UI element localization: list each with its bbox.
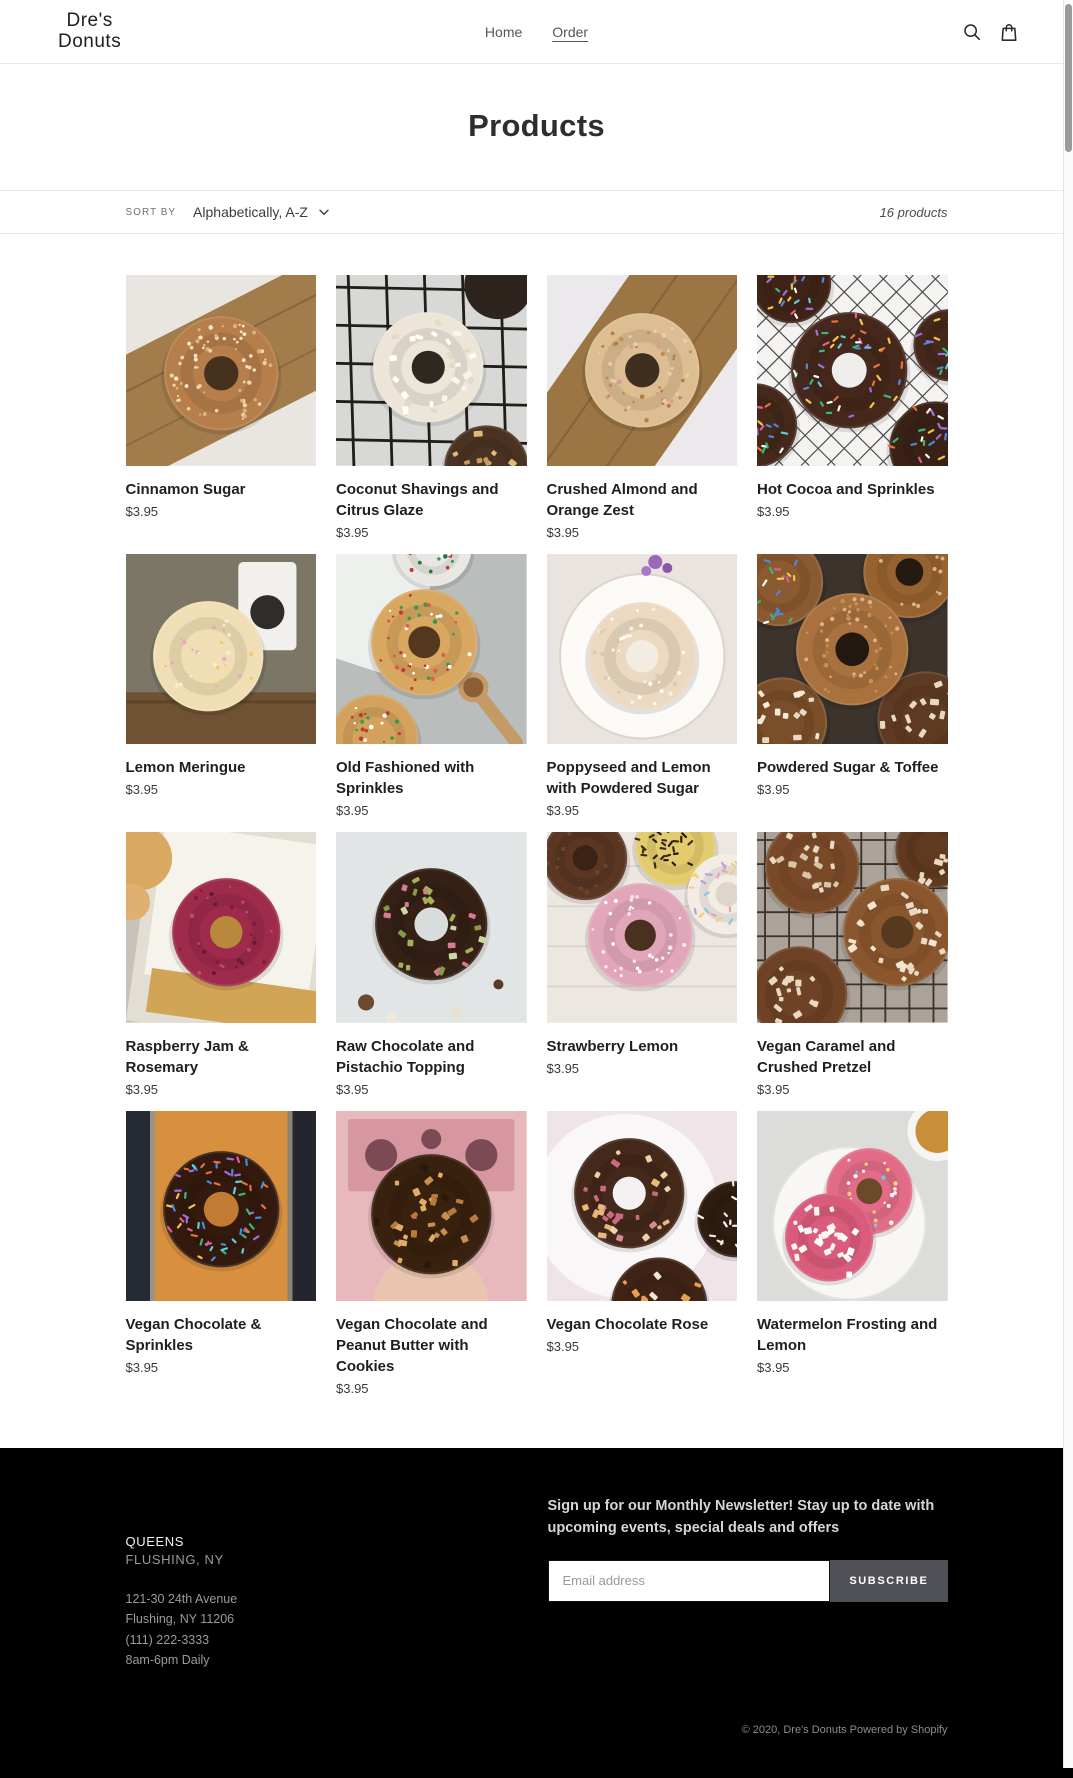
product-card[interactable] xyxy=(547,275,738,540)
sort-by-label: SORT BY xyxy=(126,207,177,218)
header-icons xyxy=(962,22,1019,42)
product-title: Coconut Shavings and Citrus Glaze xyxy=(336,479,527,521)
product-card[interactable] xyxy=(126,832,317,1097)
footer-copyright xyxy=(126,1724,948,1736)
product-image[interactable] xyxy=(126,832,317,1023)
product-title: Old Fashioned with Sprinkles xyxy=(336,757,527,799)
product-title: Vegan Chocolate & Sprinkles xyxy=(126,1314,317,1356)
product-image[interactable] xyxy=(547,1111,738,1302)
product-price: $3.95 xyxy=(336,525,527,540)
product-image[interactable] xyxy=(336,1111,527,1302)
logo-line-1: Dre's xyxy=(58,11,121,32)
product-card[interactable] xyxy=(547,554,738,819)
product-count: 16 products xyxy=(880,205,948,220)
product-title: Lemon Meringue xyxy=(126,757,317,778)
product-title: Poppyseed and Lemon with Powdered Sugar xyxy=(547,757,738,799)
product-title: Vegan Chocolate Rose xyxy=(547,1314,738,1335)
product-image[interactable] xyxy=(336,275,527,466)
product-card[interactable] xyxy=(336,275,527,540)
main-nav xyxy=(485,24,588,40)
product-price: $3.95 xyxy=(126,1360,317,1375)
sort-select[interactable] xyxy=(193,204,329,220)
location-heading: QUEENS xyxy=(126,1534,548,1549)
scrollbar-thumb[interactable] xyxy=(1065,4,1072,152)
page-title: Products xyxy=(0,108,1073,144)
product-price: $3.95 xyxy=(547,525,738,540)
footer-address xyxy=(126,1589,548,1670)
product-price: $3.95 xyxy=(126,1082,317,1097)
product-image[interactable] xyxy=(126,275,317,466)
product-card[interactable] xyxy=(757,275,948,540)
product-title: Crushed Almond and Orange Zest xyxy=(547,479,738,521)
product-price: $3.95 xyxy=(757,1360,948,1375)
product-title: Hot Cocoa and Sprinkles xyxy=(757,479,948,500)
newsletter-heading: Sign up for our Monthly Newsletter! Stay up to date with upcoming events, special deals and offers xyxy=(548,1496,948,1540)
product-title: Watermelon Frosting and Lemon xyxy=(757,1314,948,1356)
email-input[interactable] xyxy=(548,1560,831,1602)
product-card[interactable] xyxy=(547,1111,738,1397)
site-footer xyxy=(0,1448,1073,1778)
product-image[interactable] xyxy=(757,275,948,466)
product-image[interactable] xyxy=(336,554,527,745)
page-title-section xyxy=(0,64,1073,190)
newsletter-form xyxy=(548,1560,948,1602)
product-image[interactable] xyxy=(126,554,317,745)
chevron-down-icon xyxy=(319,209,329,216)
footer-newsletter xyxy=(548,1496,948,1670)
product-card[interactable] xyxy=(336,554,527,819)
powered-by-link[interactable]: Powered by Shopify xyxy=(850,1724,948,1736)
product-card[interactable] xyxy=(336,832,527,1097)
product-title: Vegan Chocolate and Peanut Butter with Cookies xyxy=(336,1314,527,1377)
address-line: 121-30 24th Avenue xyxy=(126,1589,548,1609)
product-price: $3.95 xyxy=(757,504,948,519)
product-title: Vegan Caramel and Crushed Pretzel xyxy=(757,1036,948,1078)
product-image[interactable] xyxy=(547,554,738,745)
product-title: Powdered Sugar & Toffee xyxy=(757,757,948,778)
product-image[interactable] xyxy=(757,832,948,1023)
cart-icon[interactable] xyxy=(999,22,1019,42)
logo[interactable] xyxy=(58,11,121,52)
product-price: $3.95 xyxy=(547,1339,738,1354)
product-image[interactable] xyxy=(757,554,948,745)
address-line: 8am-6pm Daily xyxy=(126,1650,548,1670)
product-title: Cinnamon Sugar xyxy=(126,479,317,500)
product-card[interactable] xyxy=(126,1111,317,1397)
product-image[interactable] xyxy=(547,275,738,466)
subscribe-button[interactable]: SUBSCRIBE xyxy=(830,1560,947,1602)
product-price: $3.95 xyxy=(757,1082,948,1097)
product-card[interactable] xyxy=(336,1111,527,1397)
product-card[interactable] xyxy=(757,832,948,1097)
collection-toolbar xyxy=(0,190,1073,234)
product-image[interactable] xyxy=(757,1111,948,1302)
footer-location xyxy=(126,1496,548,1670)
sort-select-value: Alphabetically, A-Z xyxy=(193,204,308,220)
product-title: Strawberry Lemon xyxy=(547,1036,738,1057)
product-price: $3.95 xyxy=(547,803,738,818)
product-card[interactable] xyxy=(757,554,948,819)
nav-home[interactable]: Home xyxy=(485,24,522,40)
copyright-link[interactable]: © 2020, Dre's Donuts xyxy=(742,1724,847,1736)
product-grid xyxy=(126,275,948,1446)
product-card[interactable] xyxy=(126,275,317,540)
product-price: $3.95 xyxy=(336,1082,527,1097)
product-price: $3.95 xyxy=(336,1381,527,1396)
address-line: Flushing, NY 11206 xyxy=(126,1609,548,1629)
product-image[interactable] xyxy=(547,832,738,1023)
address-line: (111) 222-3333 xyxy=(126,1630,548,1650)
product-title: Raw Chocolate and Pistachio Topping xyxy=(336,1036,527,1078)
product-card[interactable] xyxy=(757,1111,948,1397)
nav-order[interactable]: Order xyxy=(552,24,588,40)
product-title: Raspberry Jam & Rosemary xyxy=(126,1036,317,1078)
product-card[interactable] xyxy=(547,832,738,1097)
site-header xyxy=(0,0,1073,64)
product-price: $3.95 xyxy=(757,782,948,797)
product-image[interactable] xyxy=(126,1111,317,1302)
product-price: $3.95 xyxy=(547,1061,738,1076)
product-card[interactable] xyxy=(126,554,317,819)
search-icon[interactable] xyxy=(962,22,982,42)
location-subheading: FLUSHING, NY xyxy=(126,1552,548,1567)
product-price: $3.95 xyxy=(336,803,527,818)
product-price: $3.95 xyxy=(126,782,317,797)
scrollbar[interactable] xyxy=(1063,0,1073,1768)
product-price: $3.95 xyxy=(126,504,317,519)
logo-line-2: Donuts xyxy=(58,32,121,53)
product-image[interactable] xyxy=(336,832,527,1023)
